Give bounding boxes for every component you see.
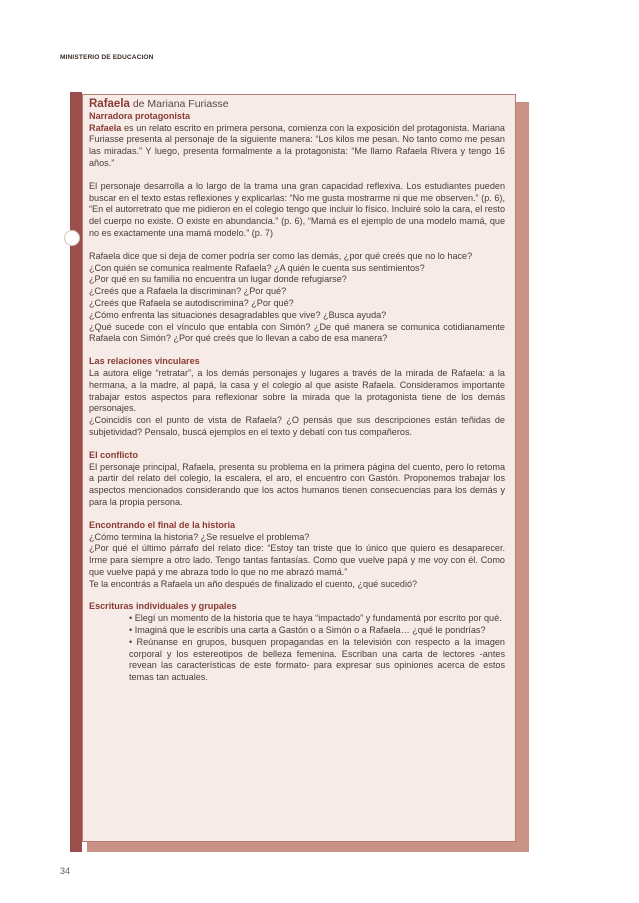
heading-narradora: Narradora protagonista: [89, 110, 191, 121]
content-card: [82, 94, 516, 842]
binder-hole: [64, 230, 80, 246]
question-1: Rafaela dice que si deja de comer podría ser como las demás, ¿por qué creés que no lo hace?: [89, 250, 473, 261]
question-7: ¿Qué sucede con el vínculo que entabla con Simón? ¿De qué manera se comunica cotidianamente Rafaela con Simón? ¿Por qué creés que lo llevan a cabo de esa manera?: [89, 321, 505, 344]
heading-vinculares: Las relaciones vinculares: [89, 356, 200, 367]
left-accent-bar: [70, 92, 82, 852]
question-6: ¿Cómo enfrenta las situaciones desagradables que vive? ¿Busca ayuda?: [89, 309, 387, 320]
section-narradora: [89, 111, 505, 170]
final-question-2: ¿Por qué el último párrafo del relato dice: “Estoy tan triste que lo único que quiero es desaparecer. Irme para siempre a otro lado. Tengo tantas fantasías. Como que vuelve papá y me voy con él. Como que vuelve papá y me abraza todo lo que no me abrazó mamá.”: [89, 543, 505, 577]
section-vinculares: [89, 356, 505, 439]
final-question-1: ¿Cómo termina la historia? ¿Se resuelve el problema?: [89, 531, 310, 542]
paragraph-intro: [89, 123, 505, 170]
bullet-2: • Imaginá que le escribís una carta a Gastón o a Simón o a Rafaela… ¿qué le pondrías?: [129, 625, 486, 636]
heading-final: Encontrando el final de la historia: [89, 519, 236, 530]
book-title-author: de Mariana Furiasse: [129, 98, 229, 110]
section-questions: [89, 251, 505, 345]
section-final: [89, 520, 505, 591]
intro-text: es un relato escrito en primera persona, comienza con la exposición del protagonista. Mariana Furiasse presenta al personaje de la siguiente manera: “Los kilos me pesan. No tanto como me pesan las miradas.” Y luego, presenta formalmente a la protagonista: “Me llamo Rafaela Rivera y tengo 16 años.”: [89, 122, 505, 168]
bullet-1: • Elegí un momento de la historia que te haya “impactado” y fundamentá por escrito por qué.: [129, 613, 502, 624]
book-title: [89, 99, 505, 111]
paragraph-vinculares: La autora elige “retratar”, a los demás personajes y lugares a través de la mirada de Rafaela: a la hermana, a la madre, al papá, la casa y el colegio al que asiste Rafaela. Consideramos importante trabajar estos aspectos para reflexionar sobre la mirada que la protagonista tiene de los demás personajes.: [89, 367, 505, 414]
heading-escrituras: Escrituras individuales y grupales: [89, 601, 237, 612]
bullet-3: • Reúnanse en grupos, busquen propagandas en la televisión con respecto a la imagen corporal y los estereotipos de belleza femenina. Escriban una carta de lectores -antes revean las características de este formato- para expresar sus opiniones acerca de estos temas tan actuales.: [129, 636, 505, 683]
final-question-3: Te la encontrás a Rafaela un año después de finalizado el cuento, ¿qué sucedió?: [89, 578, 418, 589]
heading-conflicto: El conflicto: [89, 449, 139, 460]
question-vinculares: ¿Coincidís con el punto de vista de Rafaela? ¿O pensás que sus descripciones están teñidas de subjetividad? Pensalo, buscá ejemplos en el texto y debatí con tus compañeros.: [89, 415, 505, 437]
book-title-name: Rafaela: [89, 98, 130, 110]
card-content: [89, 99, 505, 695]
question-5: ¿Creés que Rafaela se autodiscrimina? ¿Por qué?: [89, 297, 294, 308]
question-2: ¿Con quién se comunica realmente Rafaela? ¿A quién le cuenta sus sentimientos?: [89, 262, 425, 273]
section-reflexiva: [89, 181, 505, 240]
question-3: ¿Por qué en su familia no encuentra un lugar donde refugiarse?: [89, 274, 347, 285]
header-ministry: MINISTERIO DE EDUCACION: [60, 54, 154, 61]
paragraph-reflexiva: El personaje desarrolla a lo largo de la trama una gran capacidad reflexiva. Los estudiantes pueden buscar en el texto estas reflexiones y explicarlas: “No me gusta mostrarme ni que me observen.” (p. 6), “En el autorretrato que me pidieron en el colegio tengo que incluir lo físico. Incluiré solo la cara, el resto del cuerpo no existe. O existe en abundancia.” (p. 6), “Mamá es el ejemplo de una modelo mamá, que no es exactamente una mamá modelo.” (p. 7): [89, 180, 505, 238]
question-4: ¿Creés que a Rafaela la discriminan? ¿Por qué?: [89, 286, 287, 297]
intro-bold-name: Rafaela: [89, 122, 122, 133]
section-conflicto: [89, 450, 505, 509]
paragraph-conflicto: El personaje principal, Rafaela, presenta su problema en la primera página del cuento, pero lo retoma a partir del relato del colegio, la escalera, el aro, el encuentro con Gastón. Proponemos trabajar los aspectos mencionados considerando que los actos humanos tienen consecuencias para los demás y para la propia persona.: [89, 461, 505, 507]
section-escrituras: [89, 601, 505, 684]
page-number: 34: [60, 866, 71, 876]
